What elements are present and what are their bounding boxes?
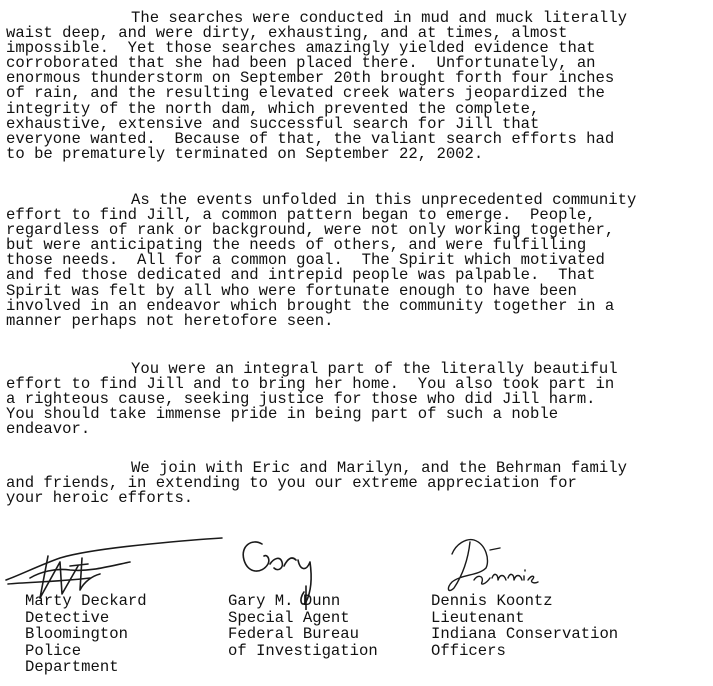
paragraph-line: effort to find Jill and to bring her home. You also took part in (6, 375, 615, 394)
signer-name: Dennis Koontz (431, 592, 553, 610)
signature-koontz (448, 540, 538, 591)
signer-title: Special Agent (228, 608, 350, 627)
paragraph-line: enormous thunderstorm on September 20th brought forth four inches (6, 69, 615, 88)
signer-title: Lieutenant (431, 608, 525, 627)
signer-organization: of Investigation (228, 641, 378, 660)
paragraph-line: Spirit was felt by all who were fortunate enough to have been (6, 281, 577, 300)
paragraph-searches (6, 11, 706, 162)
paragraph-line: but were anticipating the needs of others, and were fulfilling (6, 236, 587, 255)
signer-organization: Officers (431, 641, 506, 660)
paragraph-appreciation (6, 461, 706, 506)
paragraph-line: involved in an endeavor which brought the community together in a (6, 296, 615, 315)
paragraph-line: exhaustive, extensive and successful search for Jill that (6, 114, 540, 133)
paragraph-line: of rain, and the resulting elevated creek waters jeopardized the (6, 84, 605, 103)
signer-organization: Federal Bureau (228, 625, 360, 643)
paragraph-line: We join with Eric and Marilyn, and the Behrman family (131, 459, 627, 477)
signer-organization: Indiana Conservation (431, 625, 619, 643)
paragraph-line: The searches were conducted in mud and muck literally (131, 9, 627, 27)
paragraph-line: endeavor. (6, 420, 91, 439)
paragraph-line: integrity of the north dam, which prevented the complete, (6, 99, 540, 118)
signer-organization: Bloomington (25, 625, 128, 643)
paragraph-line: to be prematurely terminated on September 22, 2002. (6, 144, 484, 163)
paragraph-line: You were an integral part of the literally beautiful (131, 360, 618, 378)
paragraph-line: and fed those dedicated and intrepid people was palpable. That (6, 266, 596, 285)
paragraph-line: waist deep, and were dirty, exhausting, and at times, almost (6, 24, 568, 43)
signature-deckard (6, 538, 222, 598)
paragraph-line: your heroic efforts. (6, 489, 194, 508)
paragraph-line: a righteous cause, seeking justice for those who did Jill harm. (6, 390, 596, 409)
signature-block-koontz (431, 593, 618, 659)
signature-block-dunn (228, 593, 378, 659)
paragraph-line: those needs. All for a common goal. The Spirit which motivated (6, 251, 605, 270)
paragraph-community-effort (6, 193, 706, 329)
signer-name: Marty Deckard (25, 592, 147, 610)
paragraph-line: and friends, in extending to you our extreme appreciation for (6, 474, 577, 493)
paragraph-integral-part (6, 362, 706, 437)
paragraph-line: effort to find Jill, a common pattern began to emerge. People, (6, 206, 596, 225)
signer-organization: Police (25, 641, 82, 660)
paragraph-line: As the events unfolded in this unprecedented community (131, 191, 637, 209)
paragraph-line: regardless of rank or background, were not only working together, (6, 221, 615, 240)
paragraph-line: impossible. Yet those searches amazingly yielded evidence that (6, 39, 596, 58)
signer-title: Detective (25, 608, 110, 627)
signer-name: Gary M. Dunn (228, 592, 341, 610)
paragraph-line: You should take immense pride in being part of such a noble (6, 405, 559, 424)
signer-organization: Department (25, 658, 119, 676)
paragraph-line: corroborated that she had been placed there. Unfortunately, an (6, 54, 596, 73)
paragraph-line: manner perhaps not heretofore seen. (6, 311, 334, 330)
paragraph-line: everyone wanted. Because of that, the valiant search efforts had (6, 129, 615, 148)
signature-block-deckard (25, 593, 147, 676)
